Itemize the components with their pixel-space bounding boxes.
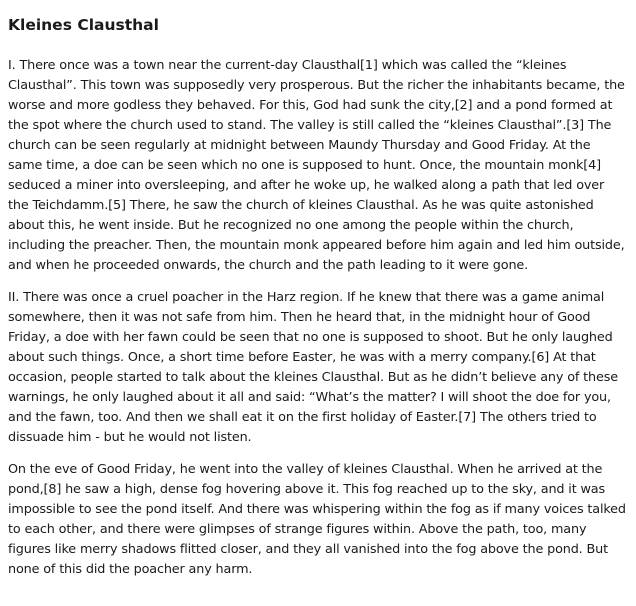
page-title: Kleines Clausthal — [8, 16, 159, 34]
paragraph-2: II. There was once a cruel poacher in the Harz region. If he knew that there was a game animal somewhere, then it was not safe from him. Then he heard that, in the midnight hour of Good Friday, a doe with her fawn could be seen that no one is supposed to shoot. But he only laughed about such things. Once, a short time before Easter, he was with a merry company.[6] At that occasion, people started to talk about the kleines Clausthal. But as he didn’t believe any of these warnings, he only laughed about it all and said: “What’s the matter? I will shoot the doe for you, and the fawn, too. And then we shall eat it on the first holiday of Easter.[7] The others tried to dissuade him - but he would not listen. — [8, 290, 618, 445]
paragraph-3: On the eve of Good Friday, he went into the valley of kleines Clausthal. When he arrived at the pond,[8] he saw a high, dense fog hovering above it. This fog reached up to the sky, and it was impossible to see the pond itself. And there was whispering within the fog as if many voices talked to each other, and there were glimpses of strange figures within. Above the path, too, many figures like merry shadows flitted closer, and they all vanished into the fog above the pond. But none of this did the poacher any harm. — [8, 462, 626, 577]
paragraph-1: I. There once was a town near the current-day Clausthal[1] which was called the “kleines Clausthal”. This town was supposedly very prosperous. But the richer the inhabitants became, the worse and more godless they behaved. For this, God had sunk the city,[2] and a pond formed at the spot where the church used to stand. The valley is still called the “kleines Clausthal”.[3] The church can be seen regularly at midnight between Maundy Thursday and Good Friday. At the same time, a doe can be seen which no one is supposed to hunt. Once, the mountain monk[4] seduced a miner into oversleeping, and after he woke up, he walked along a path that led over the Teichdamm.[5] There, he saw the church of kleines Clausthal. As he was quite astonished about this, he went inside. But he recognized no one among the people within the church, including the preacher. Then, the mountain monk appeared before him again and led him outside, and when he proceeded onwards, the church and the path leading to it were gone. — [8, 58, 625, 273]
